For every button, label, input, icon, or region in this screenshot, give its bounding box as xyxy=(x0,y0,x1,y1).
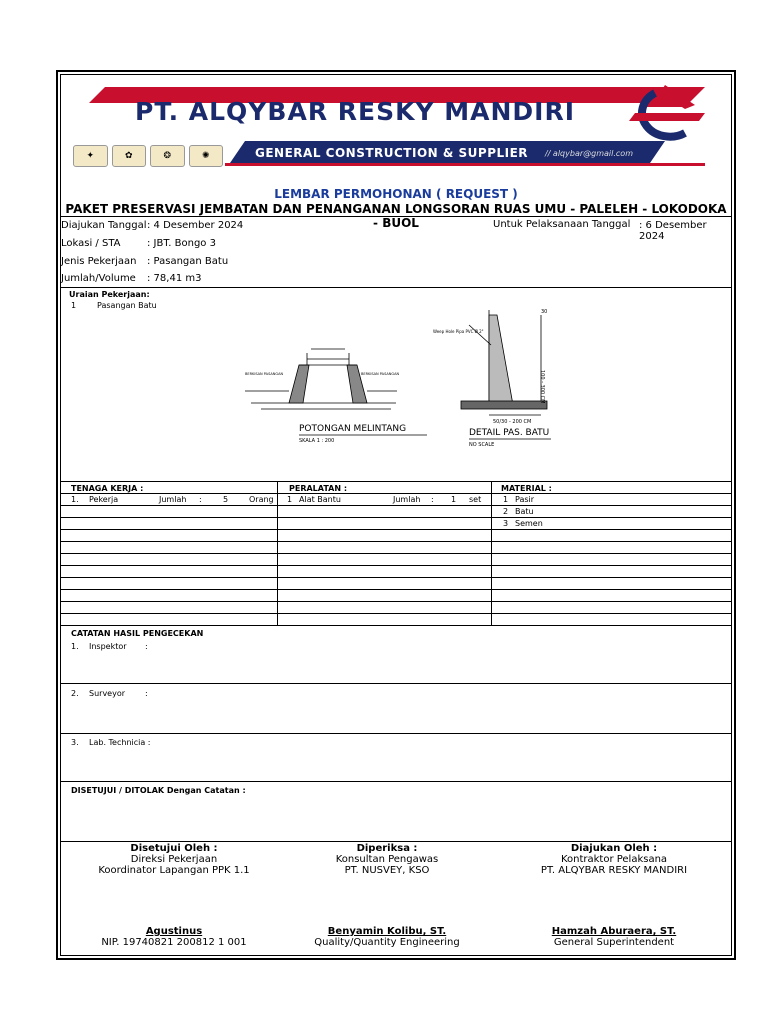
table-row-line xyxy=(61,589,731,590)
work-desc-header: Uraian Pekerjaan: xyxy=(69,290,150,299)
equipment-qty: 1 xyxy=(451,495,457,504)
company-name: PT. ALQYBAR RESKY MANDIRI xyxy=(135,97,576,126)
inspection-1-label: Inspektor xyxy=(89,642,127,651)
submitted-label: Diajukan Tanggal xyxy=(61,220,147,231)
labor-qty: 5 xyxy=(223,495,229,504)
document-frame xyxy=(56,70,736,960)
inspection-header: CATATAN HASIL PENGECEKAN xyxy=(71,629,204,638)
sig-3-line2: PT. ALQYBAR RESKY MANDIRI xyxy=(540,865,688,876)
label-left: BERKISAN PASANGAN xyxy=(245,372,284,376)
table-row-line xyxy=(61,505,731,506)
sig-1-name: Agustinus xyxy=(145,926,203,937)
submitted-value: : 4 Desember 2024 xyxy=(147,220,244,231)
work-desc-item: Pasangan Batu xyxy=(97,301,157,310)
inspection-2-no: 2. xyxy=(71,689,79,698)
sig-2-detail: Quality/Quantity Engineering xyxy=(314,937,460,948)
divider xyxy=(61,781,731,782)
document-inner-border xyxy=(60,74,732,956)
dim-height: 100 - 300 CM xyxy=(539,370,545,404)
table-row-line xyxy=(61,565,731,566)
sig-1-role: Disetujui Oleh : xyxy=(130,843,218,854)
divider xyxy=(61,683,731,684)
sig-2-line2: PT. NUSVEY, KSO xyxy=(344,865,430,876)
weep-hole-label: Weep Hole Pipa PVC Ø 2" xyxy=(433,329,484,334)
equipment-unit: set xyxy=(469,495,482,504)
approval-header: DISETUJUI / DITOLAK Dengan Catatan : xyxy=(71,786,246,795)
equipment-qty-label: Jumlah xyxy=(393,495,421,504)
sig-2-line1: Konsultan Pengawas xyxy=(335,854,439,865)
work-type-label: Jenis Pekerjaan xyxy=(61,256,137,267)
signature-checked xyxy=(274,843,500,948)
sig-3-name: Hamzah Aburaera, ST. xyxy=(551,926,677,937)
divider xyxy=(61,216,731,217)
labor-qty-label: Jumlah xyxy=(159,495,187,504)
volume-label: Jumlah/Volume xyxy=(61,273,136,284)
divider xyxy=(61,841,731,842)
table-row-line xyxy=(61,553,731,554)
labor-unit: Orang xyxy=(249,495,274,504)
volume-value: : 78,41 m3 xyxy=(147,273,202,284)
dim-base: 50/30 - 200 CM xyxy=(493,419,532,425)
material-1-name: Pasir xyxy=(515,495,535,504)
material-3-no: 3 xyxy=(503,519,509,528)
section-scale: SKALA 1 : 200 xyxy=(299,438,335,444)
exec-value: : 6 Desember 2024 xyxy=(639,220,707,242)
material-3-name: Semen xyxy=(515,519,543,528)
sig-2-role: Diperiksa : xyxy=(356,843,418,854)
table-row-line xyxy=(61,577,731,578)
detail-scale: NO SCALE xyxy=(469,442,495,448)
labor-name: Pekerja xyxy=(89,495,119,504)
sig-1-line2: Koordinator Lapangan PPK 1.1 xyxy=(98,865,250,876)
exec-label: Untuk Pelaksanaan Tanggal xyxy=(493,219,631,230)
partner-logos xyxy=(73,145,223,167)
partner-logo-1-icon: ✦ xyxy=(73,145,108,167)
sig-3-role: Diajukan Oleh : xyxy=(570,843,658,854)
work-desc-item-no: 1 xyxy=(71,301,77,310)
company-email: // alqybar@gmail.com xyxy=(545,149,633,158)
dim-top: 30 xyxy=(541,309,548,315)
inspection-1-colon: : xyxy=(145,642,148,651)
sig-3-detail: General Superintendent xyxy=(553,937,675,948)
equipment-name: Alat Bantu xyxy=(299,495,341,504)
divider xyxy=(61,481,731,482)
material-2-no: 2 xyxy=(503,507,509,516)
material-header: MATERIAL : xyxy=(501,484,552,493)
detail-title: DETAIL PAS. BATU xyxy=(469,428,550,438)
location-value: : JBT. Bongo 3 xyxy=(147,238,216,249)
labor-header: TENAGA KERJA : xyxy=(71,484,144,493)
table-row-line xyxy=(61,541,731,542)
table-row-line xyxy=(61,517,731,518)
request-title: LEMBAR PERMOHONAN ( REQUEST ) xyxy=(274,187,518,201)
location-label: Lokasi / STA xyxy=(61,238,121,249)
partner-logo-2-icon: ✿ xyxy=(112,145,147,167)
material-2-name: Batu xyxy=(515,507,534,516)
inspection-2-label: Surveyor xyxy=(89,689,126,698)
table-col-line xyxy=(277,481,278,625)
equipment-no: 1 xyxy=(287,495,293,504)
sig-3-line1: Kontraktor Pelaksana xyxy=(560,854,668,865)
company-banner xyxy=(65,83,721,169)
package-title: PAKET PRESERVASI JEMBATAN DAN PENANGANAN LONGSORAN RUAS UMU - PALELEH - LOKODOKA - BUOL xyxy=(65,202,727,230)
labor-no: 1. xyxy=(71,495,79,504)
signature-approved xyxy=(61,843,287,948)
equipment-header: PERALATAN : xyxy=(289,484,348,493)
cross-section-drawing xyxy=(241,305,561,475)
table-row-line xyxy=(61,601,731,602)
table-col-line xyxy=(491,481,492,625)
labor-colon: : xyxy=(199,495,202,504)
material-1-no: 1 xyxy=(503,495,509,504)
inspection-1-no: 1. xyxy=(71,642,79,651)
divider xyxy=(61,493,731,494)
divider xyxy=(61,287,731,288)
table-row-line xyxy=(61,529,731,530)
inspection-3-label: Lab. Technicia : xyxy=(89,738,151,747)
section-title: POTONGAN MELINTANG xyxy=(299,424,407,434)
divider xyxy=(61,733,731,734)
inspection-3-no: 3. xyxy=(71,738,79,747)
inspection-2-colon: : xyxy=(145,689,148,698)
company-subtitle: GENERAL CONSTRUCTION & SUPPLIER xyxy=(255,146,529,160)
sig-1-line1: Direksi Pekerjaan xyxy=(130,854,218,865)
table-row-line xyxy=(61,625,731,626)
signature-submitted xyxy=(501,843,727,948)
label-right: BERKISAN PASANGAN xyxy=(361,372,400,376)
partner-logo-3-icon: ❂ xyxy=(150,145,185,167)
table-row-line xyxy=(61,613,731,614)
work-type-value: : Pasangan Batu xyxy=(147,256,229,267)
partner-logo-4-icon: ✺ xyxy=(189,145,224,167)
equipment-colon: : xyxy=(431,495,434,504)
sig-2-name: Benyamin Kolibu, ST. xyxy=(327,926,447,937)
sig-1-detail: NIP. 19740821 200812 1 001 xyxy=(101,937,247,948)
